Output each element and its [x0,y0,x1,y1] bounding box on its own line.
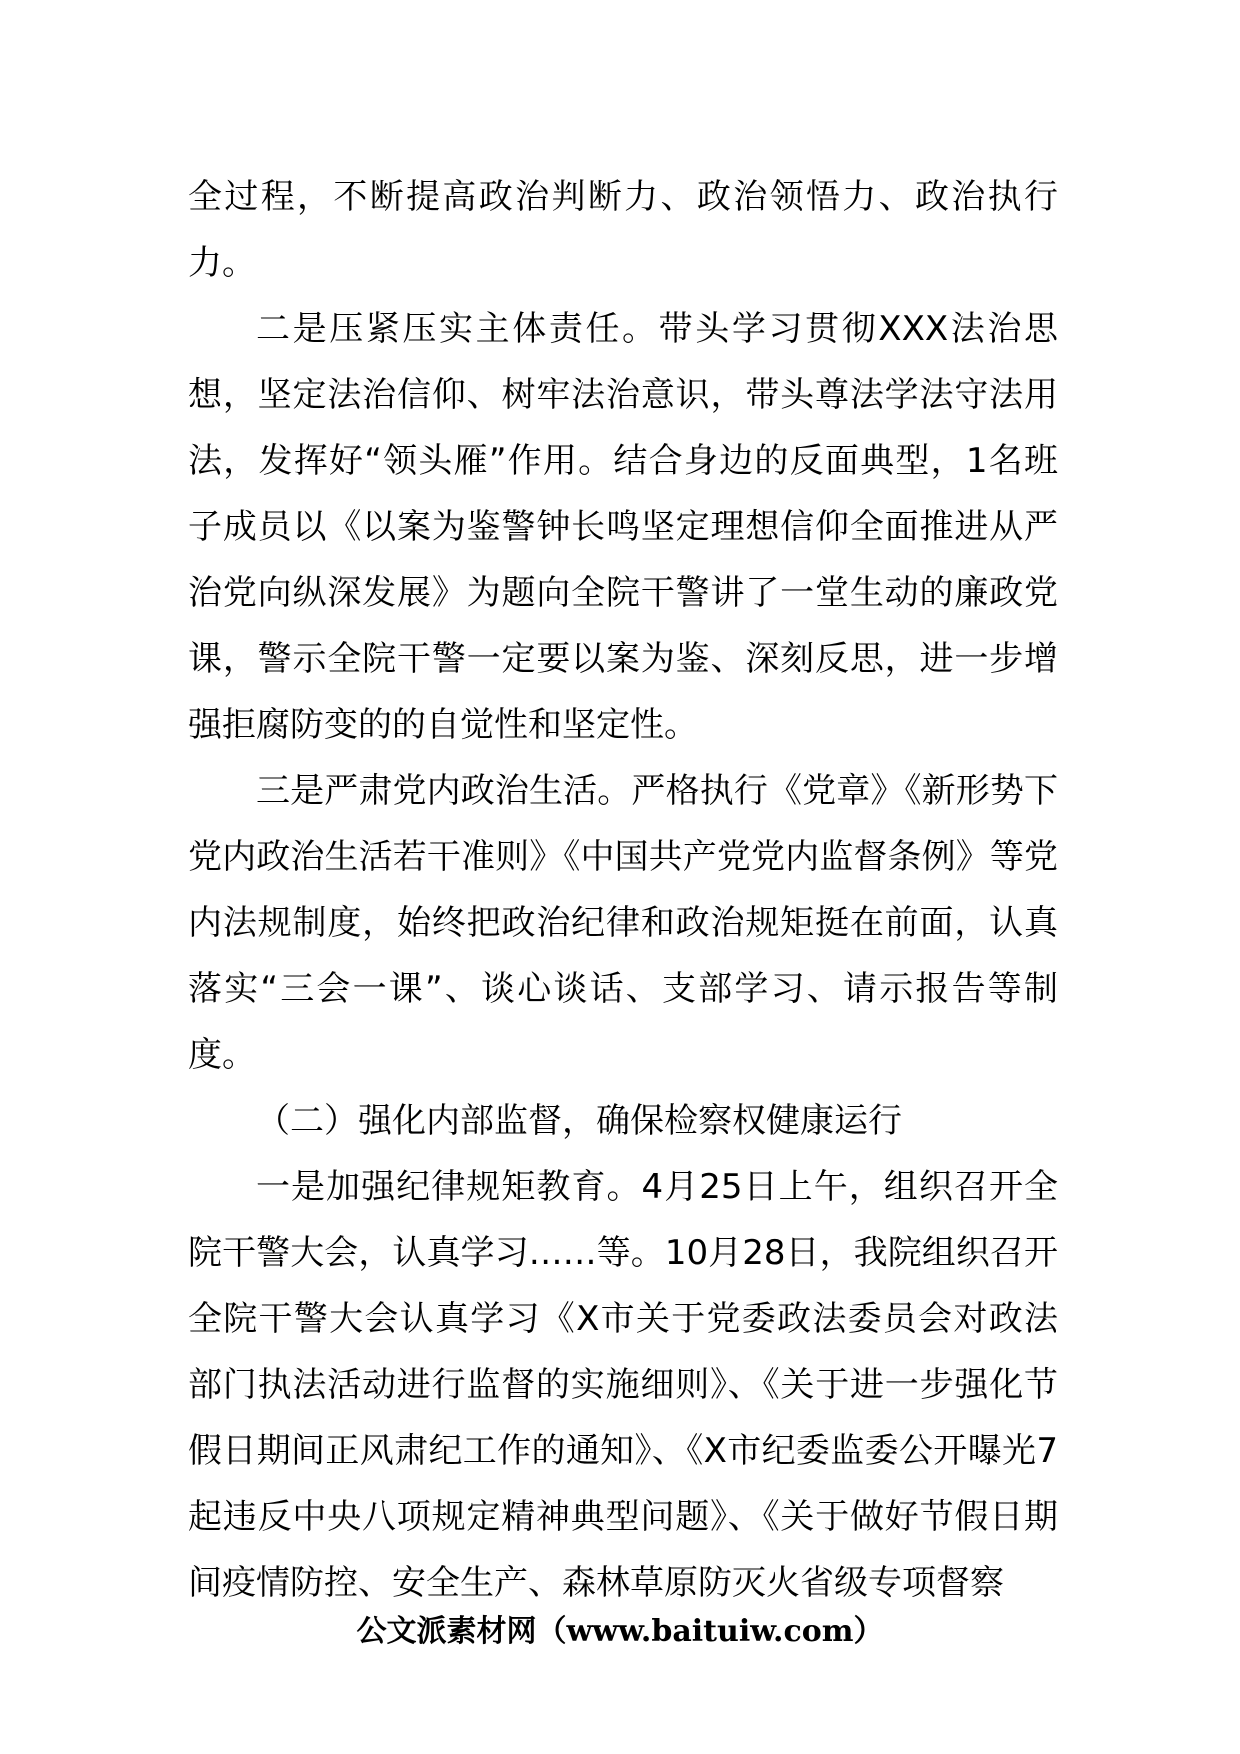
section-heading: （二）强化内部监督，确保检察权健康运行 [256,1101,902,1141]
paragraph-political-life: 三是严肃党内政治生活。严格执行《党章》《新形势下党内政治生活若干准则》《中国共产党党内监督条例》等党内法规制度，始终把政治纪律和政治规矩挺在前面，认真落实“三会一课”、谈心谈话、支部学习、请示报告等制度。 [188,771,1058,1075]
document-body [188,164,1058,1616]
paragraph-discipline-education: 一是加强纪律规矩教育。4月25日上午，组织召开全院干警大会，认真学习……等。10月28日，我院组织召开全院干警大会认真学习《X市关于党委政法委员会对政法部门执法活动进行监督的实施细则》、《关于进一步强化节假日期间正风肃纪工作的通知》、《X市纪委监委公开曝光7起违反中央八项规定精神典型问题》、《关于做好节假日期间疫情防控、安全生产、森林草原防灭火省级专项督察 [188,1167,1058,1603]
watermark-footer: 公文派素材网（www.baituiw.com） [356,1614,884,1649]
paragraph-continuation: 全过程，不断提高政治判断力、政治领悟力、政治执行力。 [188,177,1058,283]
paragraph-subject-responsibility: 二是压紧压实主体责任。带头学习贯彻XXX法治思想，坚定法治信仰、树牢法治意识，带头尊法学法守法用法，发挥好“领头雁”作用。结合身边的反面典型，1名班子成员以《以案为鉴警钟长鸣坚定理想信仰全面推进从严治党向纵深发展》为题向全院干警讲了一堂生动的廉政党课，警示全院干警一定要以案为鉴、深刻反思，进一步增强拒腐防变的的自觉性和坚定性。 [188,309,1058,745]
